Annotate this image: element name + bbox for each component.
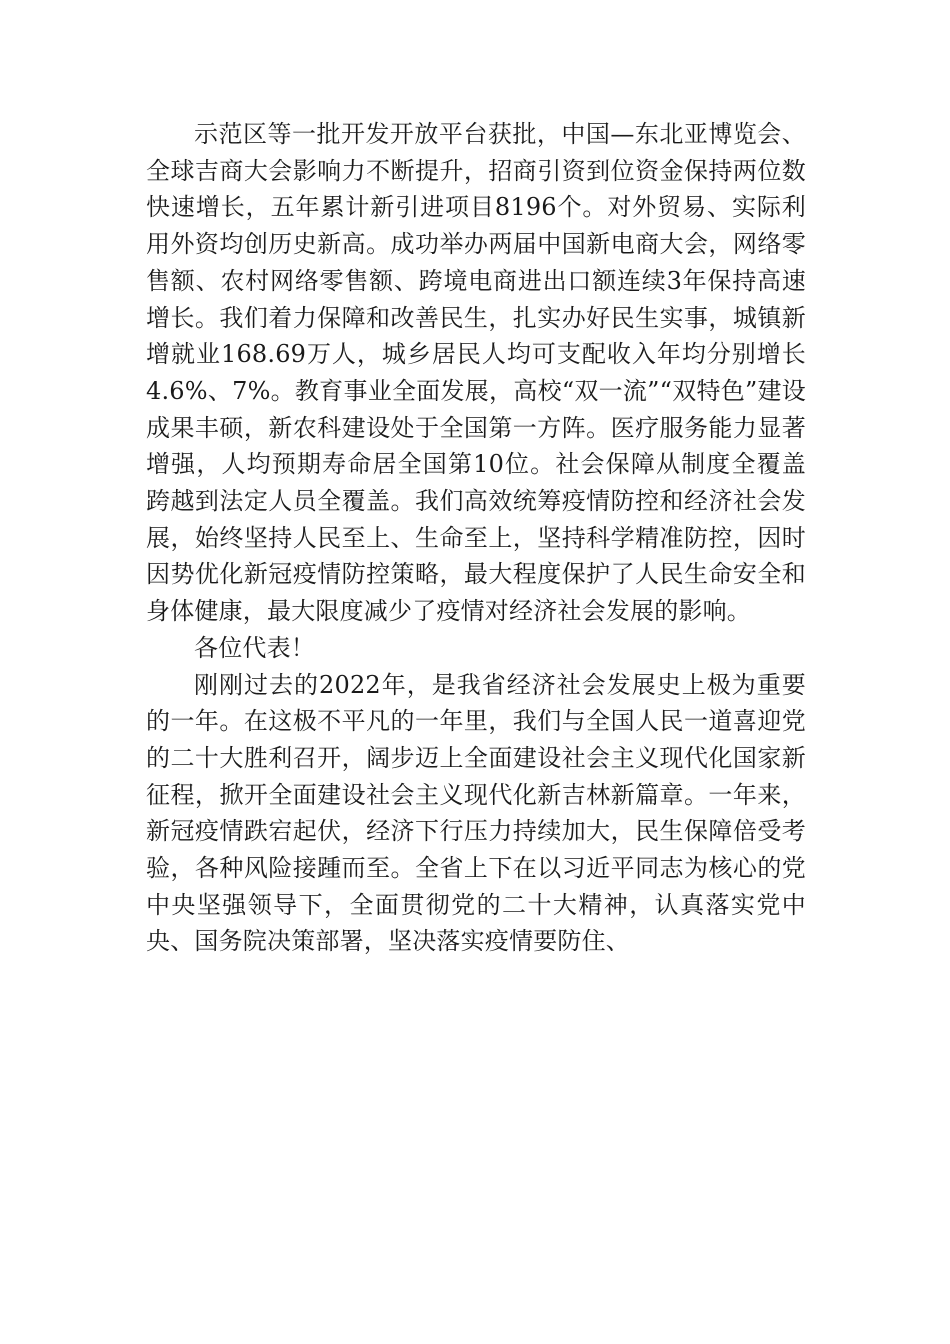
paragraph-year-review: 刚刚过去的2022年，是我省经济社会发展史上极为重要的一年。在这极不平凡的一年里，我们与全国人民一道喜迎党的二十大胜利召开，阔步迈上全面建设社会主义现代化国家新征程，掀开全面建设社会主义现代化新吉林新篇章。一年来，新冠疫情跌宕起伏，经济下行压力持续加大，民生保障倍受考验，各种风险接踵而至。全省上下在以习近平同志为核心的党中央坚强领导下，全面贯彻党的二十大精神，认真落实党中央、国务院决策部署，坚决落实疫情要防住、 — [146, 670, 806, 956]
paragraph-salutation: 各位代表！ — [194, 633, 315, 662]
paragraph-achievements: 示范区等一批开发开放平台获批，中国—东北亚博览会、全球吉商大会影响力不断提升，招商引资到位资金保持两位数快速增长，五年累计新引进项目8196个。对外贸易、实际利用外资均创历史新高。成功举办两届中国新电商大会，网络零售额、农村网络零售额、跨境电商进出口额连续3年保持高速增长。我们着力保障和改善民生，扎实办好民生实事，城镇新增就业168.69万人，城乡居民人均可支配收入年均分别增长4.6%、7%。教育事业全面发展，高校“双一流”“双特色”建设成果丰硕，新农科建设处于全国第一方阵。医疗服务能力显著增强，人均预期寿命居全国第10位。社会保障从制度全覆盖跨越到法定人员全覆盖。我们高效统筹疫情防控和经济社会发展，始终坚持人民至上、生命至上，坚持科学精准防控，因时因势优化新冠疫情防控策略，最大程度保护了人民生命安全和身体健康，最大限度减少了疫情对经济社会发展的影响。 — [146, 120, 806, 626]
body-text — [146, 116, 806, 960]
